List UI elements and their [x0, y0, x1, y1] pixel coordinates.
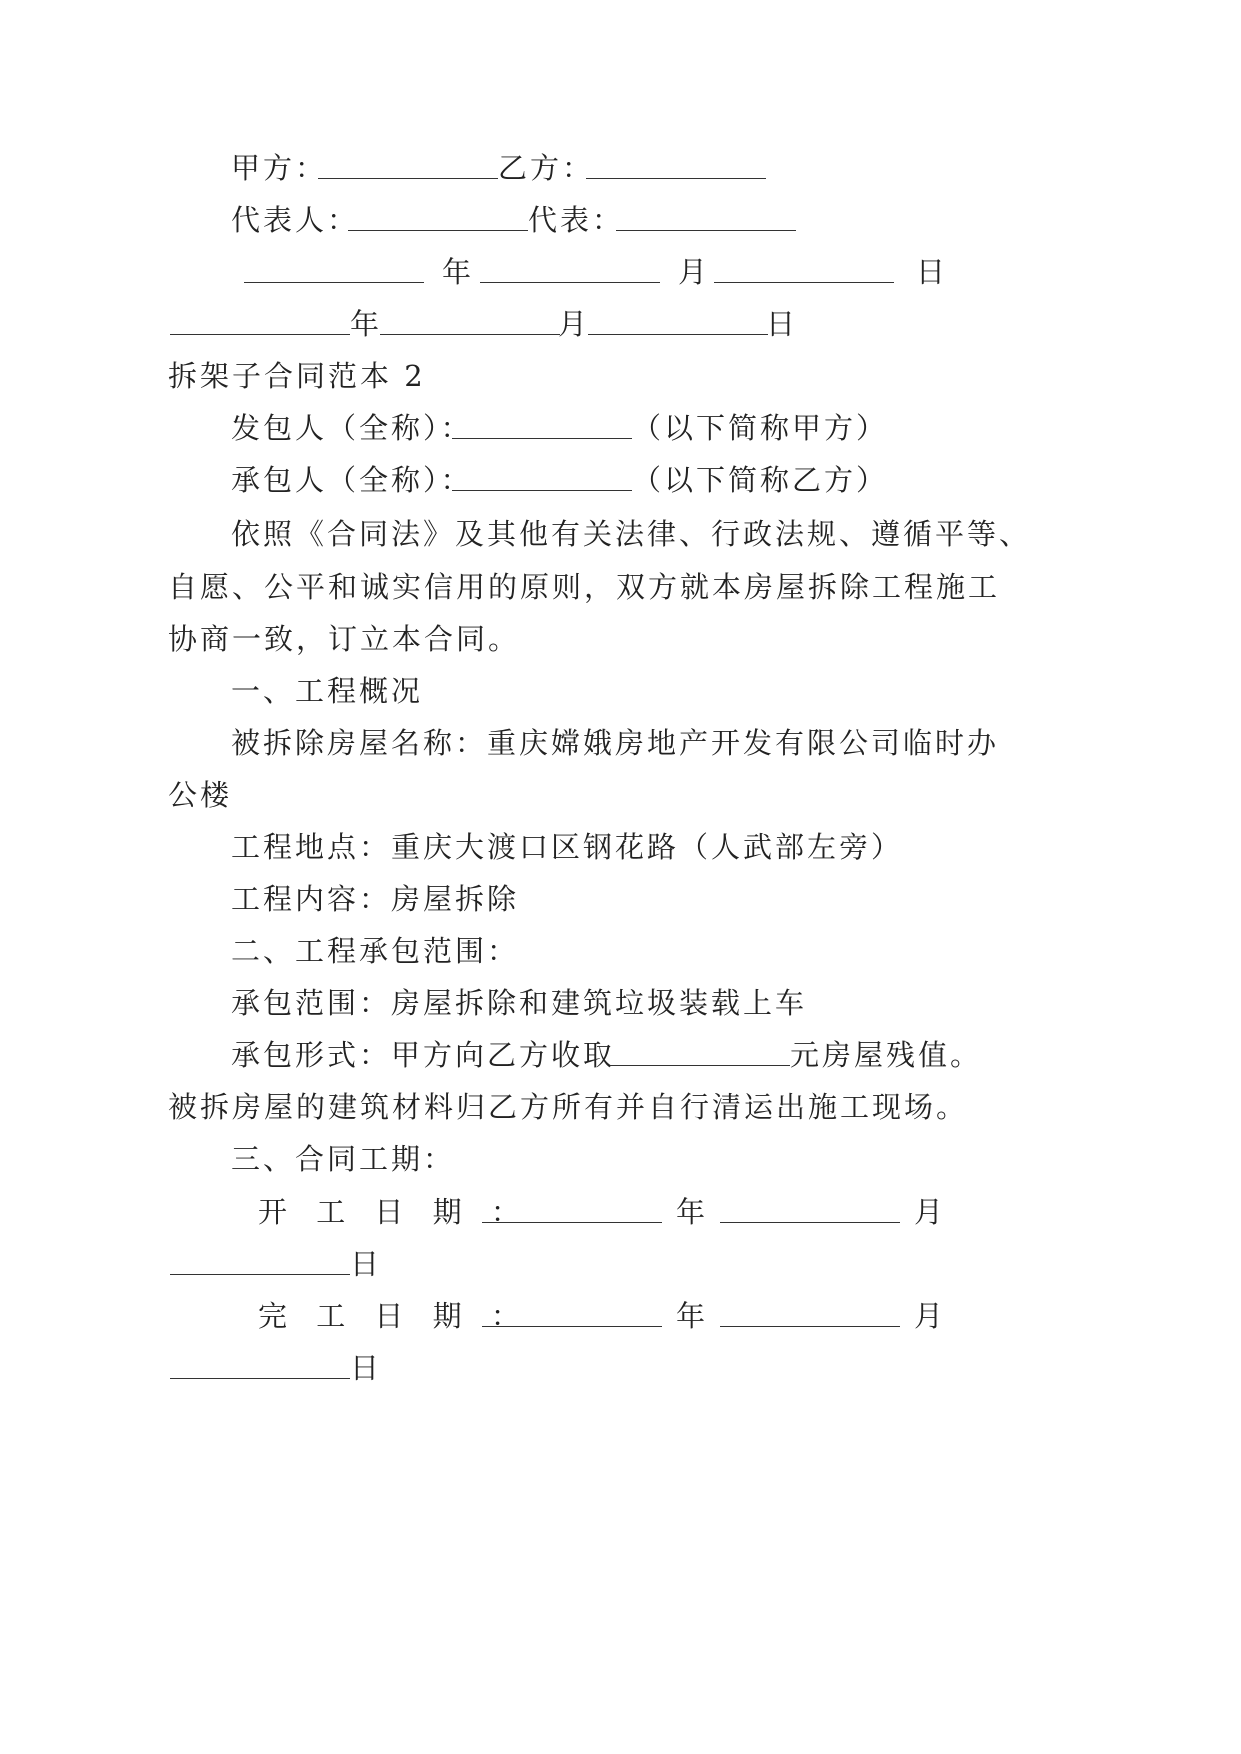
year-label: 年 [350, 307, 383, 341]
demolish-name-text: 被拆除房屋名称：重庆嫦娥房地产开发有限公司临时办 [231, 726, 1000, 760]
contractor-suffix: （以下简称乙方） [632, 463, 889, 497]
rep-b-label: 代表： [528, 203, 625, 237]
day-label: 日 [916, 255, 949, 289]
intro-text: 依照《合同法》及其他有关法律、行政法规、遵循平等、 [231, 517, 1032, 551]
start-year-label: 年 [676, 1195, 709, 1229]
section-title [0, 669, 1241, 713]
contractor-line [0, 458, 1241, 502]
location-text: 工程地点：重庆大渡口区钢花路（人武部左旁） [231, 830, 904, 864]
date-line-a [0, 250, 1241, 294]
form-prefix: 承包形式：甲方向乙方收取 [231, 1038, 616, 1072]
end-month-blank[interactable] [720, 1300, 900, 1327]
employer-blank[interactable] [452, 412, 632, 439]
intro-paragraph-line [0, 512, 1241, 556]
end-month-label: 月 [914, 1299, 947, 1333]
rep-a-blank[interactable] [348, 204, 528, 231]
form-line [0, 1085, 1241, 1129]
heading-text: 拆架子合同范本 2 [168, 359, 426, 393]
employer-line [0, 406, 1241, 450]
end-date-label: 完 工 日 期 ： [258, 1299, 530, 1333]
section-title [0, 1137, 1241, 1181]
employer-label: 发包人（全称）： [231, 411, 473, 445]
end-date-line [0, 1294, 1241, 1338]
end-year-label: 年 [676, 1299, 709, 1333]
location-line [0, 825, 1241, 869]
scope-text: 承包范围：房屋拆除和建筑垃圾装载上车 [231, 986, 808, 1020]
end-day-blank[interactable] [170, 1352, 350, 1379]
party-a-blank[interactable] [318, 152, 498, 179]
month-label: 月 [678, 255, 711, 289]
end-day-label: 日 [350, 1351, 383, 1385]
form-suffix: 元房屋残值。 [790, 1038, 983, 1072]
section-3-title: 三、合同工期： [231, 1142, 456, 1176]
scope-line [0, 981, 1241, 1025]
date-line-b [0, 302, 1241, 346]
month-blank[interactable] [380, 308, 560, 335]
start-day-label: 日 [350, 1247, 383, 1281]
start-month-label: 月 [914, 1195, 947, 1229]
demolish-name-line [0, 773, 1241, 817]
demolish-name-text: 公楼 [168, 778, 233, 812]
section-title [0, 929, 1241, 973]
month-blank[interactable] [480, 256, 660, 283]
form-line2-text: 被拆房屋的建筑材料归乙方所有并自行清运出施工现场。 [168, 1090, 969, 1124]
start-year-blank[interactable] [482, 1196, 662, 1223]
document-heading [0, 354, 1241, 398]
party-a-label: 甲方： [231, 151, 328, 185]
start-date-line [0, 1242, 1241, 1286]
intro-paragraph-line [0, 565, 1241, 609]
intro-paragraph-line [0, 617, 1241, 661]
content-text: 工程内容：房屋拆除 [231, 882, 520, 916]
party-b-blank[interactable] [586, 152, 766, 179]
start-date-label: 开 工 日 期 ： [258, 1195, 530, 1229]
party-b-label: 乙方： [498, 151, 595, 185]
month-label: 月 [558, 307, 591, 341]
contractor-label: 承包人（全称）： [231, 463, 473, 497]
start-date-line [0, 1190, 1241, 1234]
representative-line [0, 198, 1241, 242]
start-day-blank[interactable] [170, 1248, 350, 1275]
contractor-blank[interactable] [452, 464, 632, 491]
intro-text: 自愿、公平和诚实信用的原则，双方就本房屋拆除工程施工 [168, 570, 1001, 604]
form-line [0, 1033, 1241, 1077]
day-blank[interactable] [714, 256, 894, 283]
rep-b-blank[interactable] [616, 204, 796, 231]
rep-a-label: 代表人： [231, 203, 360, 237]
year-blank[interactable] [170, 308, 350, 335]
end-date-line [0, 1346, 1241, 1390]
day-label: 日 [766, 307, 799, 341]
year-blank[interactable] [244, 256, 424, 283]
day-blank[interactable] [588, 308, 768, 335]
end-year-blank[interactable] [482, 1300, 662, 1327]
intro-text: 协商一致，订立本合同。 [168, 622, 521, 656]
start-month-blank[interactable] [720, 1196, 900, 1223]
employer-suffix: （以下简称甲方） [632, 411, 889, 445]
year-label: 年 [442, 255, 475, 289]
section-1-title: 一、工程概况 [231, 674, 424, 708]
section-2-title: 二、工程承包范围： [231, 934, 520, 968]
demolish-name-line [0, 721, 1241, 765]
party-line [0, 146, 1241, 190]
content-line [0, 877, 1241, 921]
residual-value-blank[interactable] [610, 1039, 790, 1066]
